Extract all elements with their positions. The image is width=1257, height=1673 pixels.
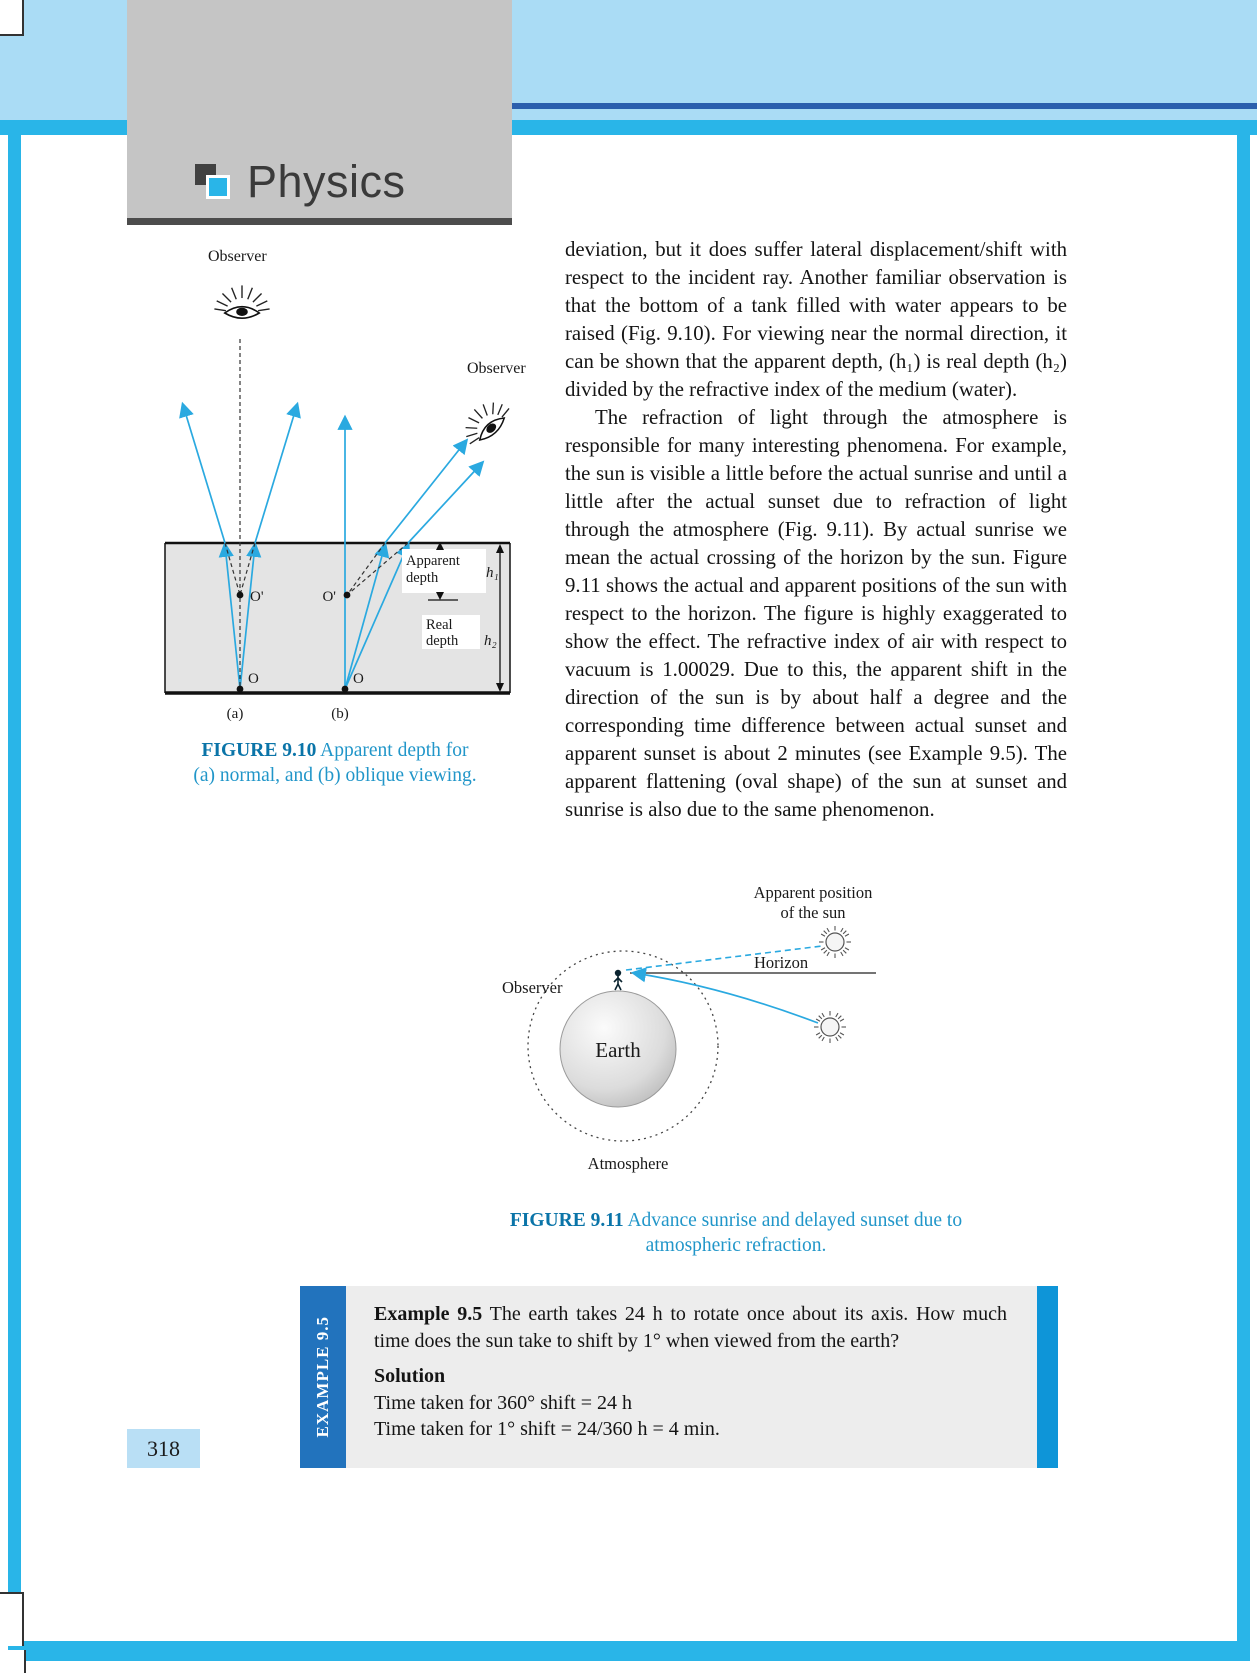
crop-mark-bottom-left bbox=[0, 1592, 24, 1646]
apparent-depth-label: depth bbox=[406, 570, 439, 586]
real-depth-label: Real bbox=[426, 617, 453, 633]
figure-label: FIGURE 9.11 bbox=[509, 1210, 624, 1231]
book-logo-icon bbox=[195, 164, 237, 206]
subfigure-label: (a) bbox=[226, 706, 244, 722]
logo-cyan-square bbox=[206, 175, 230, 199]
eye-icon bbox=[455, 392, 515, 451]
caption-text: atmospheric refraction. bbox=[645, 1235, 827, 1256]
crop-mark-bottom-left-corner bbox=[0, 1650, 26, 1673]
o-prime-label: O' bbox=[250, 589, 264, 605]
apparent-sun-icon bbox=[819, 926, 851, 958]
solution-line: Time taken for 1° shift = 24/360 h = 4 min. bbox=[374, 1418, 720, 1440]
example-box bbox=[346, 1286, 1037, 1468]
caption-text: (a) normal, and (b) oblique viewing. bbox=[193, 765, 477, 786]
example-sidebar-label: EXAMPLE 9.5 bbox=[313, 1316, 332, 1438]
paragraph: deviation, but it does suffer lateral displacement/shift with respect to the incident ray. Another familiar observation is that the bottom of a tank filled with water appears to be raised (Fig. 9.10). For viewing near the normal direction, it can be shown that the apparent depth, (h₁) is real depth (h₂) divided by the refractive index of the medium (water). bbox=[565, 238, 1067, 401]
apparent-depth-label: Apparent bbox=[406, 553, 460, 569]
o-label: O bbox=[248, 671, 259, 687]
page-number: 318 bbox=[127, 1429, 200, 1468]
o-label: O bbox=[353, 671, 364, 687]
paragraph: The refraction of light through the atmosphere is responsible for many interesting phenomena. For example, the sun is visible a little before the actual sunrise and until a little after the actual sunset due to refraction of light through the atmosphere (Fig. 9.11). By actual sunrise we mean the actual crossing of the horizon by the sun. Figure 9.11 shows the actual and apparent positions of the sun with respect to the horizon. The figure is highly exaggerated to show the effect. The refractive index of air with respect to vacuum is 1.00029. Due to this, the apparent shift in the direction of the sun is by about half a degree and the corresponding time difference between actual sunset and apparent sunset is about 2 minutes (see Example 9.5). The apparent flattening (oval shape) of the sun at sunset and sunrise is also due to the same phenomenon. bbox=[565, 406, 1067, 821]
solution-heading: Solution bbox=[374, 1365, 446, 1387]
left-border-strip bbox=[8, 135, 21, 1661]
caption-text: Advance sunrise and delayed sunset due to bbox=[627, 1210, 963, 1231]
example-right-bar bbox=[1037, 1286, 1058, 1468]
observer-label: Observer bbox=[208, 248, 267, 265]
caption-text: Apparent depth for bbox=[320, 740, 469, 761]
figure-9-10-caption bbox=[140, 738, 530, 788]
subfigure-label: (b) bbox=[331, 706, 349, 722]
example-question bbox=[374, 1301, 1007, 1354]
actual-sun-icon bbox=[814, 1011, 846, 1043]
observer-label: Observer bbox=[502, 978, 563, 997]
real-depth-label: depth bbox=[426, 633, 459, 649]
top-navy-line bbox=[512, 103, 1257, 109]
example-title: Example 9.5 bbox=[374, 1303, 483, 1325]
chapter-header bbox=[127, 0, 512, 225]
solution-line: Time taken for 360° shift = 24 h bbox=[374, 1391, 632, 1414]
crop-mark-top-left bbox=[0, 0, 24, 36]
observer-person-icon bbox=[614, 970, 622, 990]
example-question-text: The earth takes 24 h to rotate once about its axis. How much time does the sun take to shift by 1° when viewed from the earth? bbox=[374, 1303, 1007, 1352]
figure-9-10-diagram bbox=[140, 243, 540, 735]
bottom-border-bar bbox=[8, 1641, 1250, 1661]
h2-label: h₂ bbox=[484, 633, 497, 649]
right-border-strip bbox=[1237, 135, 1250, 1661]
eye-icon bbox=[214, 285, 269, 318]
example-sidebar bbox=[300, 1286, 346, 1468]
atmosphere-label: Atmosphere bbox=[587, 1154, 669, 1173]
apparent-position-label: Apparent position bbox=[753, 883, 873, 902]
figure-label: FIGURE 9.10 bbox=[201, 740, 317, 761]
apparent-position-label: of the sun bbox=[780, 903, 846, 922]
horizon-label: Horizon bbox=[754, 953, 809, 972]
earth-label: Earth bbox=[595, 1038, 641, 1062]
body-text-column bbox=[565, 236, 1067, 824]
figure-9-11-caption bbox=[420, 1208, 1052, 1258]
observer-label: Observer bbox=[467, 360, 526, 377]
h1-label: h₁ bbox=[486, 565, 499, 581]
figure-9-11-diagram bbox=[478, 870, 1038, 1202]
chapter-title: Physics bbox=[247, 156, 406, 207]
o-prime-label: O' bbox=[322, 589, 336, 605]
